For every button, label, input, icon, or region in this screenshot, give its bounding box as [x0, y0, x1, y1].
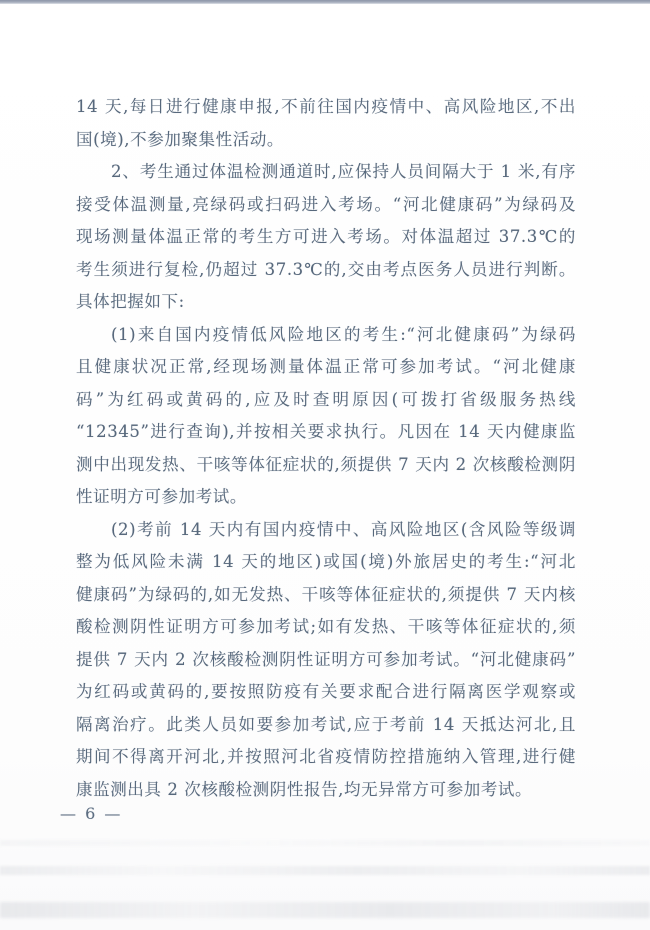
- text-line: 且健康状况正常,经现场测量体温正常可参加考试。“河北健康: [76, 357, 576, 376]
- scanner-top-edge: [0, 0, 650, 4]
- text-line: 接受体温测量,亮绿码或扫码进入考场。“河北健康码”为绿码及: [76, 194, 576, 214]
- text-line: 性证明方可参加考试。: [76, 487, 247, 506]
- text-line: 2、考生通过体温检测通道时,应保持人员间隔大于 1 米,有序: [111, 162, 576, 181]
- document-body-text: [76, 91, 576, 806]
- text-line: (2)考前 14 天内有国内疫情中、高风险地区(含风险等级调: [111, 519, 576, 539]
- text-line: 国(境),不参加聚集性活动。: [76, 129, 285, 149]
- scan-noise-band: [0, 866, 650, 875]
- text-line: 考生须进行复检,仍超过 37.3℃的,交由考点医务人员进行判断。: [76, 259, 576, 279]
- text-line: 具体把握如下:: [76, 292, 185, 311]
- text-line: 酸检测阴性证明方可参加考试;如有发热、干咳等体征症状的,须: [76, 617, 576, 636]
- text-line: 期间不得离开河北,并按照河北省疫情防控措施纳入管理,进行健: [76, 747, 576, 766]
- text-line: 提供 7 天内 2 次核酸检测阴性证明方可参加考试。“河北健康码”: [76, 649, 576, 669]
- text-line: (1)来自国内疫情低风险地区的考生:“河北健康码”为绿码: [111, 324, 576, 344]
- scan-noise-band: [0, 902, 650, 918]
- text-line: 为红码或黄码的,要按照防疫有关要求配合进行隔离医学观察或: [76, 682, 576, 701]
- text-line: 码”为红码或黄码的,应及时查明原因(可拨打省级服务热线: [76, 389, 576, 409]
- text-line: 整为低风险未满 14 天的地区)或国(境)外旅居史的考生:“河北: [76, 552, 576, 571]
- text-line: 隔离治疗。此类人员如要参加考试,应于考前 14 天抵达河北,且: [76, 714, 576, 734]
- text-line: 康监测出具 2 次核酸检测阴性报告,均无异常方可参加考试。: [76, 779, 533, 799]
- text-line: 健康码”为绿码的,如无发热、干咳等体征症状的,须提供 7 天内核: [76, 584, 576, 604]
- scan-noise-band: [0, 840, 650, 846]
- text-line: 14 天,每日进行健康申报,不前往国内疫情中、高风险地区,不出: [76, 97, 576, 116]
- text-line: 现场测量体温正常的考生方可进入考场。对体温超过 37.3℃的: [76, 227, 576, 246]
- page-number: — 6 —: [60, 804, 123, 823]
- text-line: “12345”进行查询),并按相关要求执行。凡因在 14 天内健康监: [76, 422, 576, 441]
- text-line: 测中出现发热、干咳等体征症状的,须提供 7 天内 2 次核酸检测阴: [76, 454, 576, 474]
